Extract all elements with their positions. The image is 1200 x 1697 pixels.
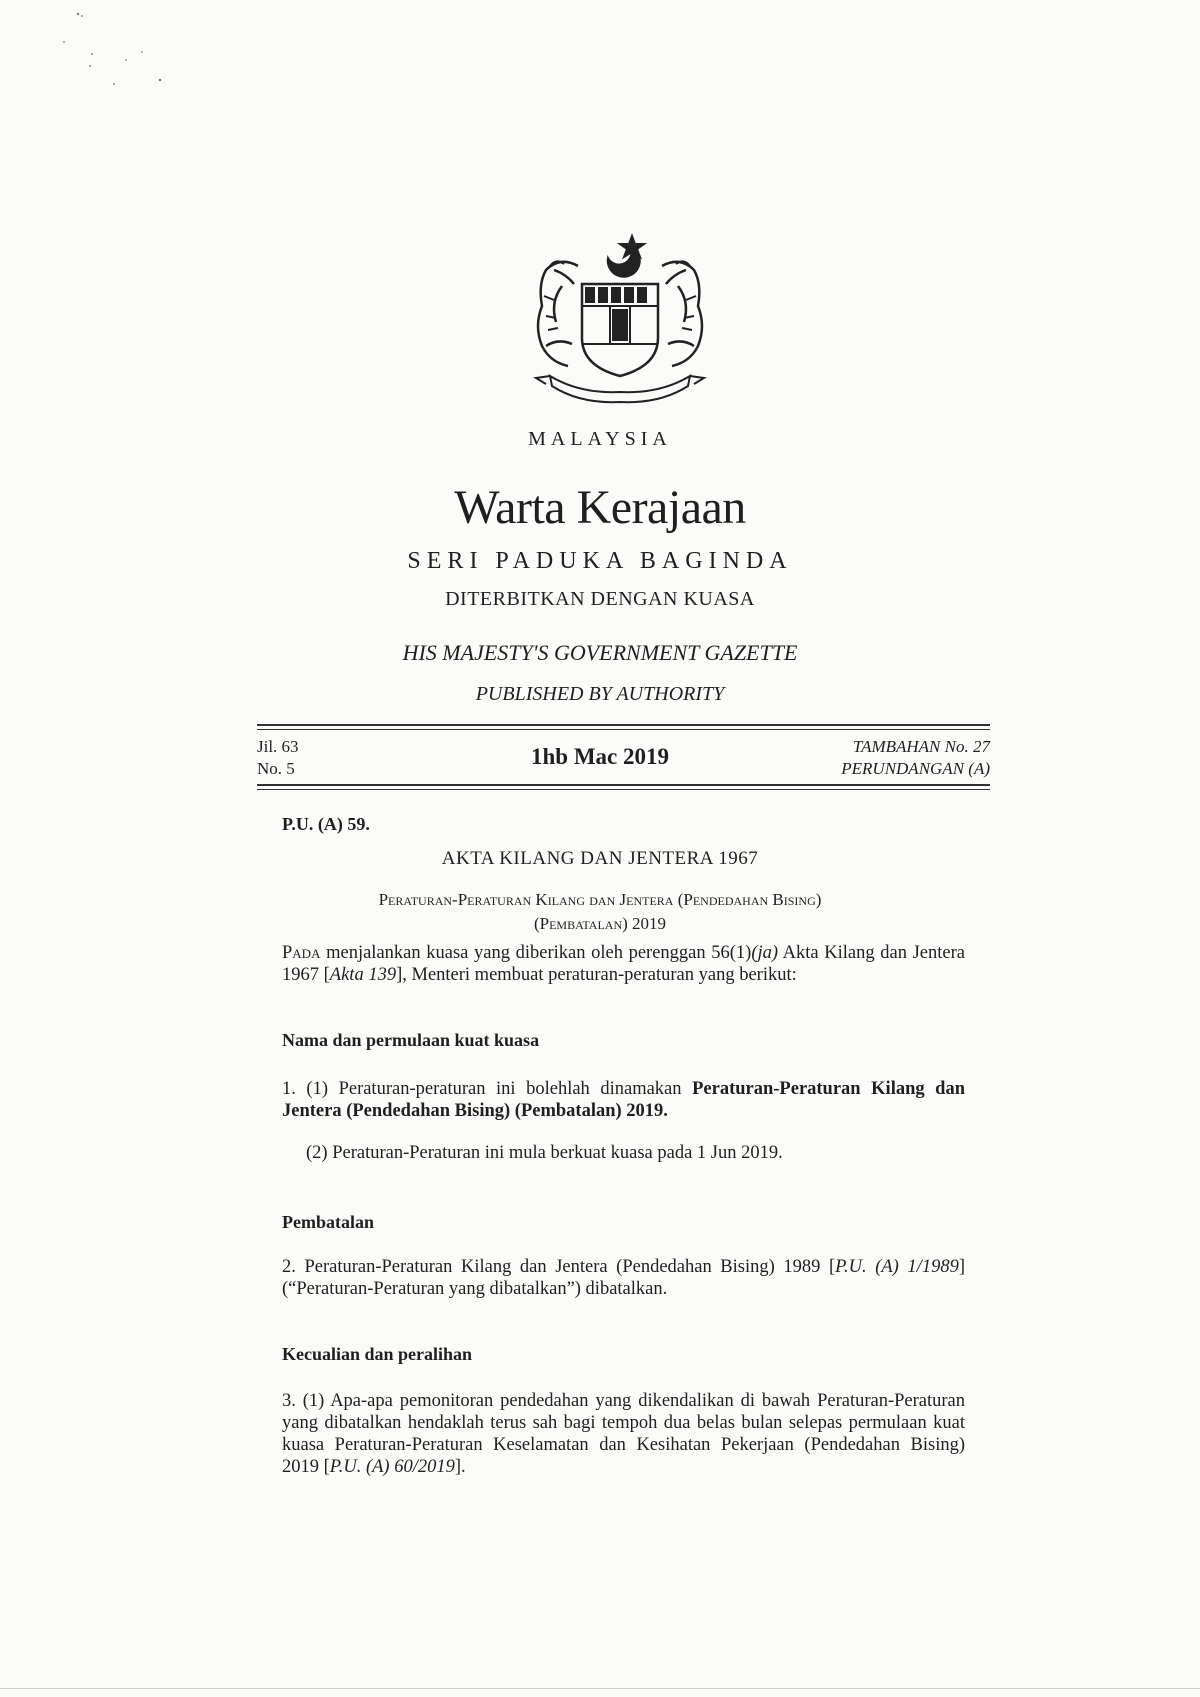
preamble-text: Akta Kilang dan Jentera 1967 [	[282, 943, 965, 985]
authority-ms: DITERBITKAN DENGAN KUASA	[445, 588, 755, 610]
preamble-text: ], Menteri membuat peraturan-peraturan yang berikut:	[396, 965, 797, 985]
gazette-title-en: HIS MAJESTY'S GOVERNMENT GAZETTE	[402, 640, 798, 665]
preamble	[282, 942, 965, 986]
preamble-lead: Pada	[282, 943, 321, 963]
pu-number: P.U. (A) 59.	[282, 814, 370, 834]
gazette-subtitle: SERI PADUKA BAGINDA	[407, 548, 793, 574]
citation-title: Peraturan-Peraturan Kilang dan Jentera (Pendedahan Bising) (Pembatalan) 2019.	[282, 1079, 966, 1121]
preamble-paragraph-ref: (ja)	[751, 943, 779, 963]
paragraph-text: ] (“Peraturan-Peraturan yang dibatalkan”) dibatalkan.	[282, 1257, 965, 1299]
masthead-rule-bottom-inner	[257, 789, 990, 790]
masthead-rule-top-inner	[257, 729, 990, 730]
masthead-supplement-number: TAMBAHAN No. 27	[852, 737, 990, 756]
section-heading: Pembatalan	[282, 1212, 374, 1232]
regulation-title-line-1: Peraturan-Peraturan Kilang dan Jentera (Pendedahan Bising)	[378, 890, 822, 909]
section-heading: Kecualian dan peralihan	[282, 1344, 473, 1364]
gazette-title: Warta Kerajaan	[454, 481, 746, 534]
authority-en: PUBLISHED BY AUTHORITY	[475, 683, 725, 705]
pu-reference: P.U. (A) 60/2019	[329, 1457, 455, 1477]
paragraph-text: 2. Peraturan-Peraturan Kilang dan Jentera (Pendedahan Bising) 1989 [	[282, 1257, 836, 1277]
section-heading: Nama dan permulaan kuat kuasa	[282, 1030, 540, 1050]
section-paragraph	[282, 1078, 965, 1122]
paragraph-text: ].	[454, 1457, 466, 1477]
preamble-text: menjalankan kuasa yang diberikan oleh perenggan 56(1)	[320, 943, 752, 963]
section-paragraph	[282, 1256, 965, 1300]
regulation-title-line-2: (Pembatalan) 2019	[533, 914, 667, 933]
country-name: MALAYSIA	[528, 428, 672, 450]
paragraph-text: 3. (1) Apa-apa pemonitoran pendedahan yang dikendalikan di bawah Peraturan-Peraturan yang dibatalkan hendaklah terus sah bagi tempoh dua belas bulan selepas permulaan kuat kuasa Peraturan-Peraturan Keselamatan dan Kesihatan Pekerjaan (Pendedahan Bising) 2019 [	[282, 1391, 965, 1477]
pu-reference: P.U. (A) 1/1989	[835, 1257, 959, 1277]
masthead-date: 1hb Mac 2019	[531, 744, 669, 769]
masthead-category: PERUNDANGAN (A)	[841, 759, 990, 778]
masthead-rule-top	[257, 724, 990, 726]
masthead-number: No. 5	[257, 759, 295, 778]
paragraph-text: 1. (1) Peraturan-peraturan ini bolehlah dinamakan	[282, 1079, 693, 1099]
regulation-title	[0, 888, 1200, 936]
malaysia-coat-of-arms-icon	[520, 226, 720, 406]
section-paragraph	[282, 1390, 965, 1478]
section-subparagraph: (2) Peraturan-Peraturan ini mula berkuat kuasa pada 1 Jun 2019.	[306, 1143, 783, 1163]
masthead-supplement	[841, 736, 990, 780]
preamble-act-ref: Akta 139	[329, 965, 397, 985]
masthead-volume: Jil. 63	[257, 737, 299, 756]
scan-specks	[60, 8, 190, 88]
scan-edge-line	[0, 1688, 1200, 1689]
act-title: AKTA KILANG DAN JENTERA 1967	[441, 848, 759, 869]
masthead-rule-bottom	[257, 784, 990, 786]
